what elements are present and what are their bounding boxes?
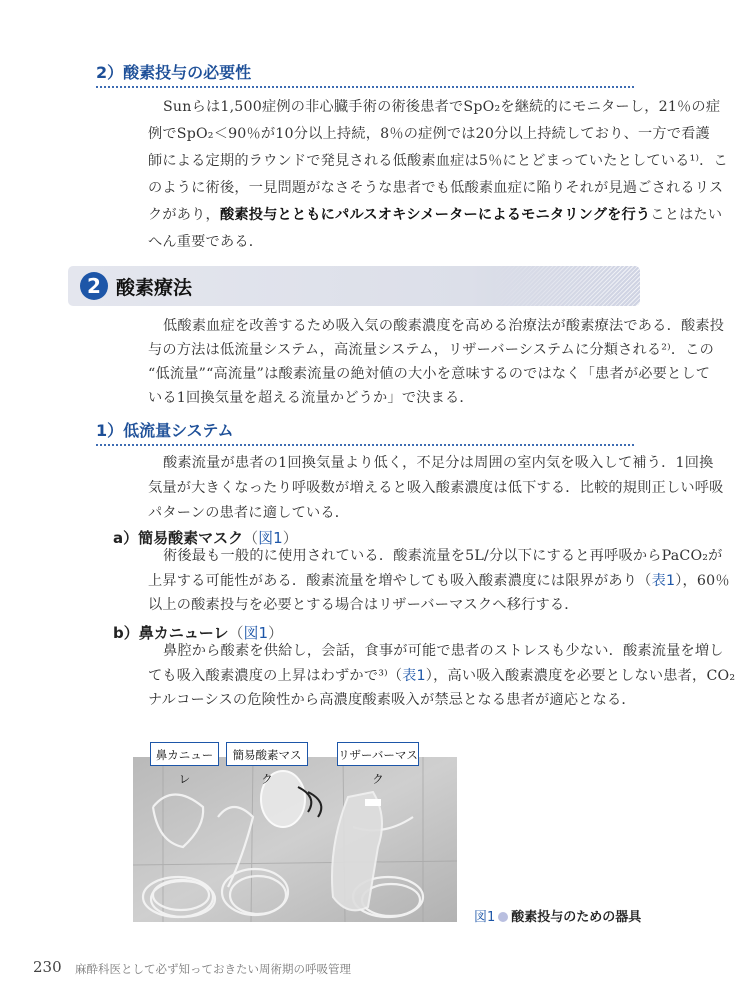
paren: ）: [268, 624, 284, 642]
text-line: [148, 386, 634, 410]
text-segment: ことはたい: [650, 207, 723, 223]
text-line: [148, 121, 710, 148]
heading-need-for-oxygen: 2）酸素投与の必要性: [96, 63, 252, 82]
running-footer-title: 麻酔科医として必ず知っておきたい周術期の呼吸管理: [75, 962, 351, 976]
text-segment: 以上の酸素投与を必要とする場合はリザーバーマスクへ移行する．: [148, 597, 579, 613]
figure-caption: [474, 906, 641, 925]
text-segment: 術後最も一般的に使用されている．酸素流量を5L/分以下にすると再呼吸からPaCO₂が: [163, 548, 723, 564]
paragraph-simple-mask: [148, 544, 730, 618]
text-line: [148, 501, 634, 526]
text-line: [148, 229, 634, 256]
text-line: [148, 639, 724, 664]
text-line: [148, 569, 730, 594]
text-line: [148, 476, 724, 501]
text-line: [148, 94, 721, 121]
text-line: [148, 362, 711, 386]
label-reservoir-mask: リザーバーマスク: [337, 742, 419, 766]
caption-text: 酸素投与のための器具: [511, 910, 642, 925]
text-segment: 気量が大きくなったり呼吸数が増えると吸入酸素濃度は低下する．比較的規則正しい呼吸: [148, 480, 724, 496]
label-nasal-cannula: 鼻カニューレ: [150, 742, 219, 766]
text-segment: のように術後，一見問題がなさそうな患者でも低酸素血症に陥りそれが見過ごされるリス: [148, 180, 724, 196]
text-segment: 鼻腔から酸素を供給し，会話，食事が可能で患者のストレスも少ない．酸素流量を増し: [163, 643, 724, 659]
section-title: 酸素療法: [116, 277, 193, 299]
text-segment: 上昇する可能性がある．酸素流量を増やしても吸入酸素濃度には限界があり（: [148, 572, 652, 589]
text-segment: 低酸素血症を改善するため吸入気の酸素濃度を高める治療法が酸素療法である．酸素投: [163, 318, 725, 334]
bullet-dot-icon: [498, 912, 508, 922]
label-simple-mask: 簡易酸素マスク: [226, 742, 308, 766]
bold-emphasis: 酸素投与とともにパルスオキシメーターによるモニタリングを行う: [219, 207, 651, 223]
paren: ）: [282, 529, 298, 547]
section-band-oxygen-therapy: [68, 266, 640, 306]
text-segment: Sunらは1,500症例の非心臓手術の術後患者でSpO₂を継続的にモニターし，21％の症: [163, 99, 721, 115]
text-line: [148, 688, 634, 713]
heading-text: a）簡易酸素マスク: [113, 529, 244, 547]
text-segment: パターンの患者に適している．: [148, 505, 350, 521]
section-number-badge: 2: [80, 272, 108, 300]
heading-low-flow-system: 1）低流量システム: [96, 421, 234, 440]
paren: （: [228, 624, 244, 642]
text-segment: 酸素流量が患者の1回換気量より低く，不足分は周囲の室内気を吸入して補う．1回換: [163, 455, 714, 471]
text-line: [148, 544, 723, 569]
page-number: 230: [33, 958, 62, 976]
paragraph-oxygen-therapy: [148, 314, 725, 410]
text-segment: へん重要である．: [148, 234, 264, 250]
text-line: [148, 148, 728, 175]
text-segment: “低流量”“高流量”は酸素流量の絶対値の大小を意味するのではなく「患者が必要として: [148, 366, 711, 382]
heading-text: b）鼻カニューレ: [113, 624, 229, 642]
table-ref-link[interactable]: 表1: [402, 667, 426, 684]
figure-number: 図1: [474, 910, 496, 925]
text-line: [148, 338, 715, 362]
text-line: [148, 175, 724, 202]
table-ref-link[interactable]: 表1: [651, 572, 676, 589]
text-segment: 与の方法は低流量システム，高流量システム，リザーバーシステムに分類される²⁾．この: [148, 342, 715, 358]
text-line: [148, 451, 714, 476]
band-hatch-decoration: [490, 266, 640, 306]
text-segment: ），60％: [675, 572, 730, 589]
text-segment: 例でSpO₂＜90％が10分以上持続，8％の症例では20分以上持続しており、一方で看護: [148, 126, 710, 142]
text-line: [148, 593, 634, 618]
paragraph-low-flow: [148, 451, 724, 526]
text-line: [148, 314, 725, 338]
text-segment: ても吸入酸素濃度の上昇はわずかで³⁾（: [148, 667, 403, 684]
text-segment: いる1回換気量を超える流量かどうか」で決まる．: [148, 390, 474, 406]
figure-ref-link[interactable]: 図1: [258, 529, 283, 547]
text-segment: ナルコーシスの危険性から高濃度酸素吸入が禁忌となる患者が適応となる．: [148, 692, 636, 708]
text-line: [148, 664, 735, 689]
dotted-divider: [96, 86, 634, 88]
paragraph-need: [148, 94, 728, 256]
paragraph-nasal-cannula: [148, 639, 735, 713]
text-segment: クがあり，: [148, 207, 220, 223]
text-segment: 師による定期的ラウンドで発見される低酸素血症は5％にとどまっていたとしている¹⁾．こ: [148, 153, 728, 169]
figure-ref-link[interactable]: 図1: [243, 624, 269, 642]
text-segment: ），高い吸入酸素濃度を必要としない患者，CO₂: [425, 667, 735, 684]
text-line: [148, 202, 723, 229]
dotted-divider: [96, 444, 634, 446]
paren: （: [243, 529, 259, 547]
